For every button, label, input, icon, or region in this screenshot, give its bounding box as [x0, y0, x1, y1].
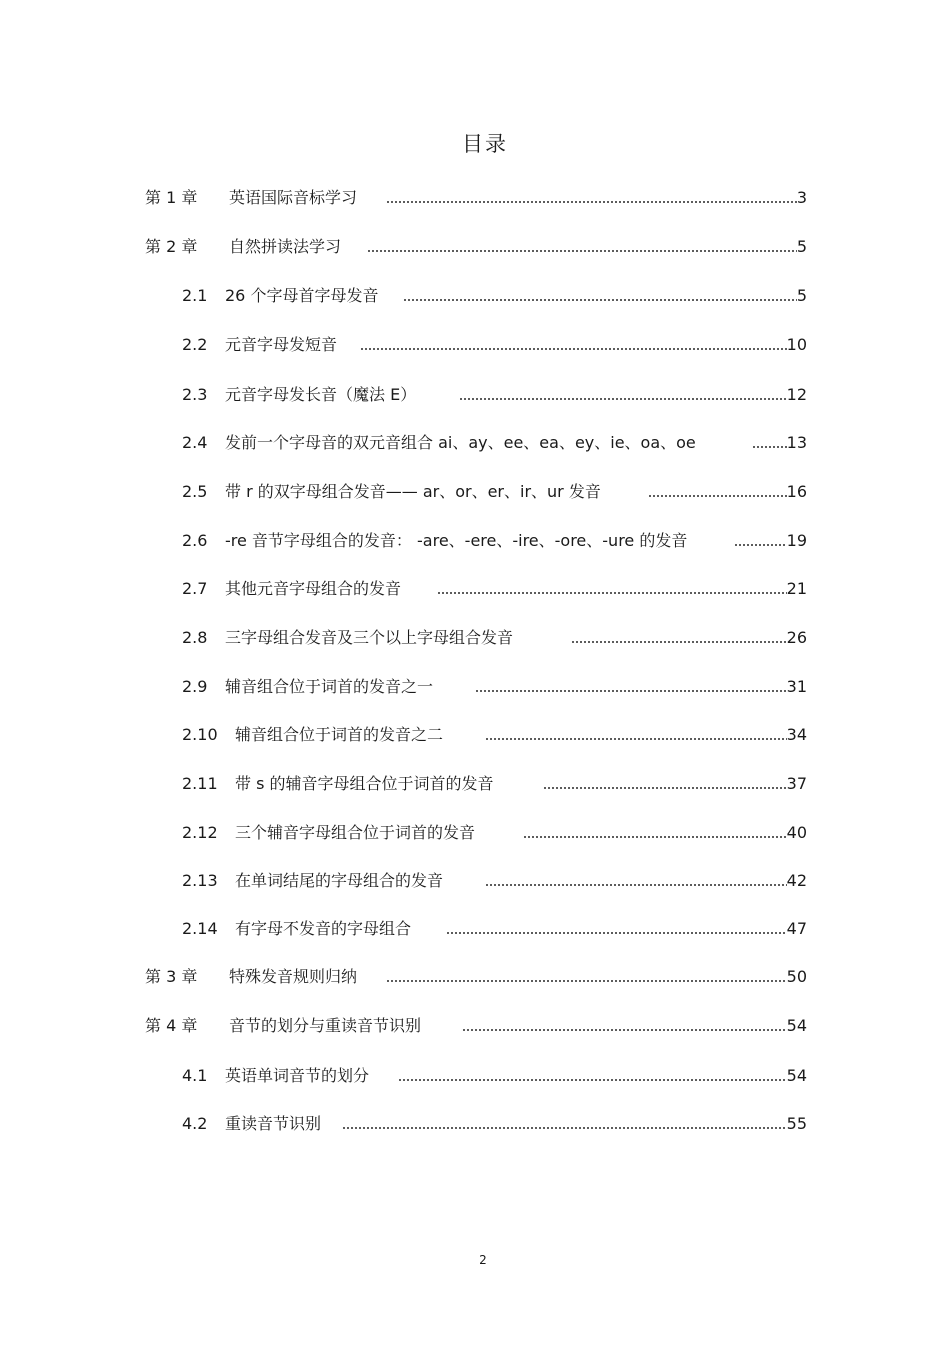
toc-dot-leader — [648, 495, 787, 497]
toc-entry[interactable] — [0, 1014, 950, 1038]
toc-entry-number: 2.13 — [182, 871, 218, 890]
toc-entry-page: 26 — [786, 628, 807, 647]
toc-entry-page: 34 — [786, 725, 807, 744]
toc-entry-number: 2.2 — [182, 335, 208, 354]
toc-entry-number: 2.9 — [182, 677, 208, 696]
toc-dot-leader — [446, 932, 787, 934]
toc-dot-leader — [571, 641, 787, 643]
toc-entry-number: 2.11 — [182, 774, 218, 793]
toc-dot-leader — [475, 690, 787, 692]
toc-entry-title: 三个辅音字母组合位于词首的发音 — [235, 823, 476, 842]
toc-entry-page: 31 — [786, 677, 807, 696]
toc-dot-leader — [462, 1029, 787, 1031]
toc-dot-leader — [543, 787, 787, 789]
toc-dot-leader — [360, 348, 787, 350]
toc-entry-number: 2.3 — [182, 385, 208, 404]
toc-entry-number: 第 2 章 — [145, 237, 198, 256]
toc-entry-number: 2.6 — [182, 531, 208, 550]
toc-entry-number: 2.4 — [182, 433, 208, 452]
toc-entry-number: 第 4 章 — [145, 1016, 198, 1035]
toc-entry[interactable] — [0, 529, 950, 553]
toc-entry[interactable] — [0, 284, 950, 308]
toc-entry-page: 5 — [796, 237, 807, 256]
toc-entry-page: 21 — [786, 579, 807, 598]
toc-entry[interactable] — [0, 235, 950, 259]
toc-entry-page: 3 — [796, 188, 807, 207]
toc-entry[interactable] — [0, 772, 950, 796]
toc-entry[interactable] — [0, 821, 950, 845]
toc-entry-page: 54 — [786, 1066, 807, 1085]
toc-entry[interactable] — [0, 1112, 950, 1136]
toc-entry-title: 在单词结尾的字母组合的发音 — [235, 871, 444, 890]
toc-entry-title: 英语单词音节的划分 — [225, 1066, 370, 1085]
toc-entry[interactable] — [0, 383, 950, 407]
toc-entry-title: 其他元音字母组合的发音 — [225, 579, 402, 598]
toc-entry-title: 辅音组合位于词首的发音之二 — [235, 725, 444, 744]
toc-entry-number: 2.5 — [182, 482, 208, 501]
toc-entry[interactable] — [0, 917, 950, 941]
toc-entry[interactable] — [0, 577, 950, 601]
toc-entry-title: 音节的划分与重读音节识别 — [229, 1016, 422, 1035]
toc-entry-page: 12 — [786, 385, 807, 404]
toc-entry[interactable] — [0, 675, 950, 699]
toc-dot-leader — [386, 980, 787, 982]
toc-entry-page: 54 — [786, 1016, 807, 1035]
toc-dot-leader — [459, 398, 787, 400]
toc-entry-number: 第 1 章 — [145, 188, 198, 207]
toc-entry-title: 重读音节识别 — [225, 1114, 322, 1133]
toc-dot-leader — [485, 738, 787, 740]
toc-dot-leader — [398, 1079, 787, 1081]
toc-entry-title: 元音字母发短音 — [225, 335, 338, 354]
toc-entry-number: 4.2 — [182, 1114, 208, 1133]
toc-entry[interactable] — [0, 480, 950, 504]
toc-entry-number: 2.8 — [182, 628, 208, 647]
toc-entry-page: 5 — [796, 286, 807, 305]
toc-dot-leader — [367, 250, 797, 252]
toc-entry-title: 自然拼读法学习 — [229, 237, 342, 256]
toc-entry-page: 10 — [786, 335, 807, 354]
toc-entry-page: 42 — [786, 871, 807, 890]
toc-entry-page: 16 — [786, 482, 807, 501]
toc-dot-leader — [485, 884, 787, 886]
toc-entry-title: 有字母不发音的字母组合 — [235, 919, 412, 938]
toc-entry-page: 19 — [786, 531, 807, 550]
toc-dot-leader — [437, 592, 787, 594]
toc-dot-leader — [403, 299, 797, 301]
toc-entry-number: 4.1 — [182, 1066, 208, 1085]
page-title: 目录 — [462, 132, 508, 156]
toc-entry-page: 50 — [786, 967, 807, 986]
toc-entry-title: 发前一个字母音的双元音组合 ai、ay、ee、ea、ey、ie、oa、oe — [225, 433, 696, 452]
toc-dot-leader — [523, 836, 787, 838]
toc-entry[interactable] — [0, 431, 950, 455]
toc-entry-title: 元音字母发长音（魔法 E） — [225, 385, 417, 404]
toc-entry-number: 2.12 — [182, 823, 218, 842]
toc-entry-title: 三字母组合发音及三个以上字母组合发音 — [225, 628, 514, 647]
page-number: 2 — [479, 1253, 487, 1267]
toc-entry[interactable] — [0, 626, 950, 650]
toc-dot-leader — [386, 201, 797, 203]
toc-entry[interactable] — [0, 186, 950, 210]
toc-entry-title: 26 个字母首字母发音 — [225, 286, 379, 305]
toc-entry[interactable] — [0, 1064, 950, 1088]
toc-entry-page: 40 — [786, 823, 807, 842]
toc-entry-number: 2.7 — [182, 579, 208, 598]
toc-entry-title: 特殊发音规则归纳 — [229, 967, 358, 986]
toc-entry-page: 55 — [786, 1114, 807, 1133]
toc-entry[interactable] — [0, 723, 950, 747]
toc-entry[interactable] — [0, 965, 950, 989]
toc-entry[interactable] — [0, 869, 950, 893]
toc-entry-number: 2.1 — [182, 286, 208, 305]
toc-dot-leader — [342, 1127, 787, 1129]
toc-entry[interactable] — [0, 333, 950, 357]
toc-entry-title: 辅音组合位于词首的发音之一 — [225, 677, 434, 696]
toc-entry-number: 2.14 — [182, 919, 218, 938]
toc-entry-title: -re 音节字母组合的发音： -are、-ere、-ire、-ore、-ure 的发音 — [225, 531, 688, 550]
toc-entry-title: 带 s 的辅音字母组合位于词首的发音 — [235, 774, 494, 793]
toc-entry-title: 带 r 的双字母组合发音—— ar、or、er、ir、ur 发音 — [225, 482, 601, 501]
toc-entry-title: 英语国际音标学习 — [229, 188, 358, 207]
toc-entry-number: 2.10 — [182, 725, 218, 744]
toc-entry-page: 47 — [786, 919, 807, 938]
toc-entry-page: 13 — [786, 433, 807, 452]
toc-entry-page: 37 — [786, 774, 807, 793]
toc-entry-number: 第 3 章 — [145, 967, 198, 986]
